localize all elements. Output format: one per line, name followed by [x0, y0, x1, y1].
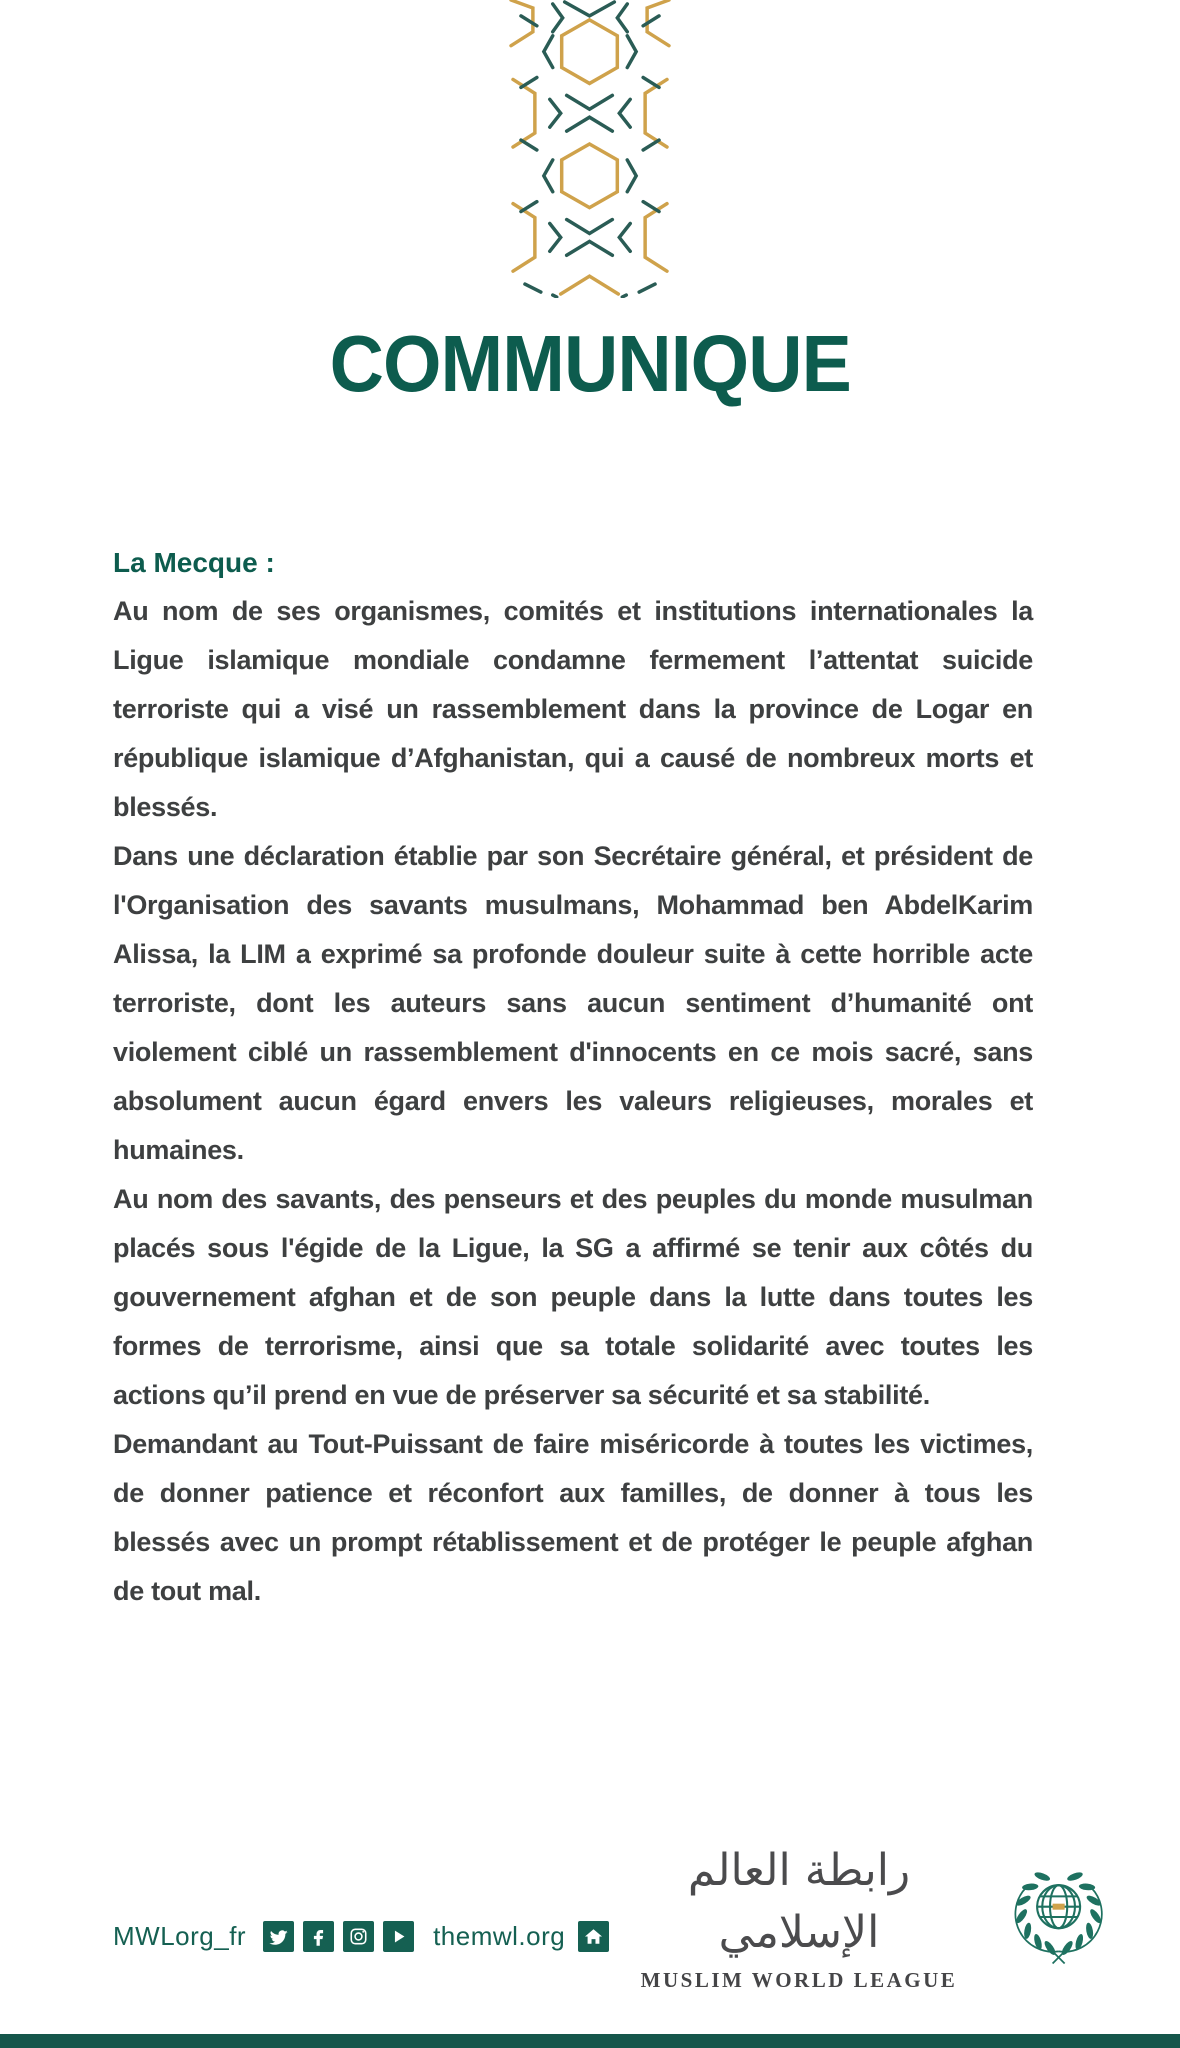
communique-body: [113, 538, 1033, 1616]
mwl-english-wordmark: MUSLIM WORLD LEAGUE: [640, 1968, 958, 1992]
paragraph-4: Demandant au Tout-Puissant de faire miséricorde à toutes les victimes, de donner patience et réconfort aux familles, de donner à tous les blessés avec un prompt rétablissement et de protéger le peuple afghan de tout mal.: [113, 1429, 1033, 1606]
mwl-brand: [609, 1840, 1110, 1993]
paragraph-2: Dans une déclaration établie par son Secrétaire général, et président de l'Organisation des savants musulmans, Mohammad ben AbdelKarim Alissa, la LIM a exprimé sa profonde douleur suite à cette horrible acte terroriste, dont les auteurs sans aucun sentiment d’humanité ont violement ciblé un rassemblement d'innocents en ce mois sacré, sans absolument aucun égard envers les valeurs religieuses, morales et humaines.: [113, 841, 1033, 1165]
mwl-emblem: [1007, 1857, 1110, 1977]
instagram-icon[interactable]: [343, 1921, 374, 1952]
website-link[interactable]: themwl.org: [433, 1921, 566, 1951]
mwl-arabic-wordmark: رابطة العالم الإسلامي: [687, 1845, 911, 1958]
bottom-accent-bar: [0, 2034, 1180, 2048]
footer: [113, 1840, 1110, 1993]
page-title: COMMUNIQUE: [329, 319, 851, 408]
home-icon[interactable]: [578, 1921, 609, 1952]
twitter-icon[interactable]: [263, 1921, 294, 1952]
social-handle[interactable]: MWLorg_fr: [113, 1921, 247, 1951]
dateline: La Mecque :: [113, 547, 275, 578]
paragraph-1: Au nom de ses organismes, comités et institutions internationales la Ligue islamique mondiale condamne fermement l’attentat suicide terroriste qui a visé un rassemblement dans la province de Logar en république islamique d’Afghanistan, qui a causé de nombreux morts et blessés.: [113, 596, 1033, 822]
youtube-icon[interactable]: [383, 1921, 414, 1952]
mwl-wordmark: [609, 1840, 989, 1993]
footer-social-row: [113, 1921, 609, 1952]
paragraph-3: Au nom des savants, des penseurs et des peuples du monde musulman placés sous l'égide de la Ligue, la SG a affirmé se tenir aux côtés du gouvernement afghan et de son peuple dans la lutte dans toutes les formes de terrorisme, ainsi que sa totale solidarité avec toutes les actions qu’il prend en vue de préserver sa sécurité et sa stabilité.: [113, 1184, 1033, 1410]
facebook-icon[interactable]: [303, 1921, 334, 1952]
geometric-ornament: [503, 0, 678, 298]
